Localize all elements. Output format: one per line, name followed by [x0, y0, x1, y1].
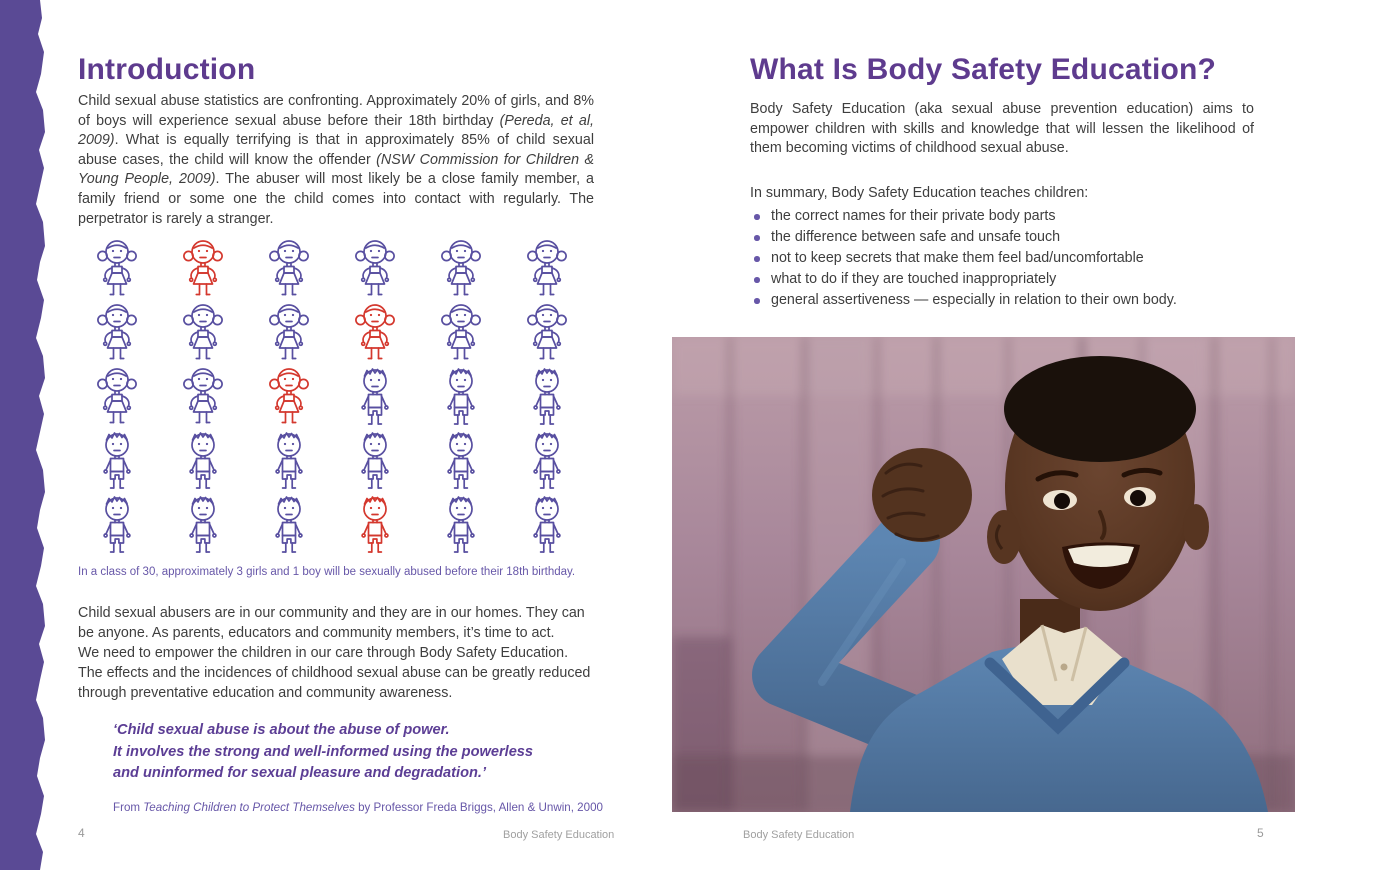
- paragraph-line: be anyone. As parents, educators and community members, it’s time to act.: [78, 625, 555, 641]
- child-girl-icon: [432, 302, 490, 364]
- bullet-dot-icon: [754, 235, 760, 241]
- paragraph-line: The effects and the incidences of childhood sexual abuse can be greatly reduced: [78, 665, 591, 681]
- child-girl-icon: [260, 302, 318, 364]
- boy-ear-left: [987, 510, 1021, 564]
- list-item-label: general assertiveness — especially in relation to their own body.: [771, 292, 1177, 308]
- child-girl-icon: [88, 238, 146, 300]
- community-paragraph: [78, 603, 590, 703]
- child-girl-icon: [88, 366, 146, 428]
- child-girl-icon: [174, 366, 232, 428]
- list-item: [750, 269, 1270, 290]
- paragraph-line: Child sexual abusers are in our community and they are in our homes. They can: [78, 605, 585, 621]
- quote-line: It involves the strong and well-informed using the powerless: [113, 743, 534, 760]
- list-item: [750, 290, 1270, 311]
- binding-edge-strip: [0, 0, 48, 870]
- child-girl-icon: [88, 302, 146, 364]
- boy-ear-right: [1183, 504, 1209, 550]
- list-item: [750, 248, 1270, 269]
- list-item: [750, 206, 1270, 227]
- child-boy-icon: [88, 494, 146, 556]
- page-number-left: 4: [78, 826, 85, 840]
- bullet-dot-icon: [754, 277, 760, 283]
- class-figure-grid: [88, 238, 576, 558]
- child-boy-icon: [346, 366, 404, 428]
- child-boy-icon: [432, 366, 490, 428]
- list-item-label: not to keep secrets that make them feel bad/uncomfortable: [771, 250, 1144, 266]
- child-boy-icon: [174, 494, 232, 556]
- child-boy-icon: [432, 430, 490, 492]
- bullet-dot-icon: [754, 214, 760, 220]
- definition-paragraph: Body Safety Education (aka sexual abuse prevention education) aims to empower children with skills and knowledge that will lessen the likelihood of them becoming victims of childhood sexual abuse.: [750, 101, 1254, 157]
- quote-attribution: From Teaching Children to Protect Themselves by Professor Freda Briggs, Allen & Unwin, 2000: [113, 800, 603, 814]
- boy-fist: [872, 448, 972, 542]
- child-boy-icon: [518, 430, 576, 492]
- boy-hair: [1004, 356, 1196, 462]
- child-boy-icon: [518, 494, 576, 556]
- child-girl-icon: [518, 238, 576, 300]
- left-page-title: Introduction: [78, 53, 256, 86]
- quote-block: [113, 720, 603, 818]
- paragraph-line: We need to empower the children in our care through Body Safety Education.: [78, 645, 569, 661]
- list-item-label: the difference between safe and unsafe touch: [771, 229, 1061, 245]
- child-girl-icon: [346, 302, 404, 364]
- child-boy-icon: [432, 494, 490, 556]
- child-boy-icon: [88, 430, 146, 492]
- list-item-label: the correct names for their private body parts: [771, 208, 1056, 224]
- child-girl-icon: [174, 238, 232, 300]
- child-girl-icon: [346, 238, 404, 300]
- list-item-label: what to do if they are touched inappropriately: [771, 271, 1057, 287]
- child-boy-icon: [260, 494, 318, 556]
- child-boy-icon: [260, 430, 318, 492]
- bullet-dot-icon: [754, 256, 760, 262]
- quote-line: and uninformed for sexual pleasure and degradation.’: [113, 765, 487, 781]
- child-boy-icon: [518, 366, 576, 428]
- child-girl-icon: [432, 238, 490, 300]
- figure-caption: In a class of 30, approximately 3 girls and 1 boy will be sexually abused before their 18th birthday.: [78, 566, 576, 578]
- teaches-list: [750, 206, 1270, 311]
- child-girl-icon: [260, 366, 318, 428]
- child-girl-icon: [260, 238, 318, 300]
- child-boy-icon: [346, 494, 404, 556]
- photo-boy-flexing: [672, 337, 1295, 812]
- right-page-title: What Is Body Safety Education?: [750, 53, 1217, 86]
- list-item: [750, 227, 1270, 248]
- intro-paragraph: Child sexual abuse statistics are confronting. Approximately 20% of girls, and 8% of boys will experience sexual abuse before their 18th birthday (Pereda, et al, 2009). What is equally terrifying is that in approximately 85% of child sexual abuse cases, the child will know the offender (NSW Commission for Children & Young People, 2009). The abuser will most likely be a close family member, a family friend or some one the child comes into contact with regularly. The perpetrator is rarely a stranger.: [78, 93, 595, 227]
- child-girl-icon: [518, 302, 576, 364]
- running-footer-left: Body Safety Education: [503, 829, 615, 841]
- running-footer-right: Body Safety Education: [743, 829, 855, 841]
- child-boy-icon: [174, 430, 232, 492]
- quote-line: ‘Child sexual abuse is about the abuse of power.: [113, 722, 450, 738]
- child-boy-icon: [346, 430, 404, 492]
- summary-intro: In summary, Body Safety Education teaches children:: [750, 185, 1089, 201]
- paragraph-line: through preventative education and community awareness.: [78, 685, 453, 701]
- photo-illustration: [672, 337, 1295, 812]
- child-girl-icon: [174, 302, 232, 364]
- page-number-right: 5: [1257, 826, 1264, 840]
- bullet-dot-icon: [754, 298, 760, 304]
